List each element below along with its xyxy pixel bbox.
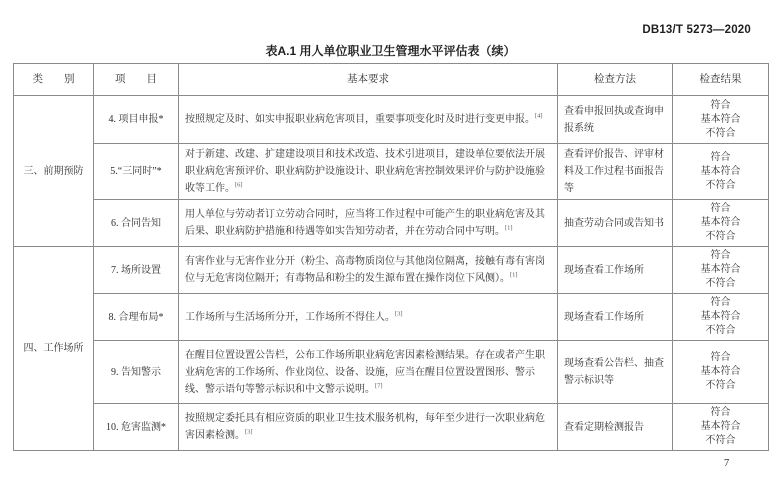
document-number: DB13/T 5273—2020 bbox=[642, 24, 751, 36]
table-row bbox=[14, 144, 769, 200]
table-header-row bbox=[14, 64, 769, 96]
result-option: 不符合 bbox=[705, 278, 736, 289]
result-option: 符合 bbox=[710, 99, 731, 111]
requirement-cell bbox=[179, 404, 558, 451]
table-title: 表A.1 用人单位职业卫生管理水平评估表（续） bbox=[265, 44, 516, 58]
result-option: 不符合 bbox=[705, 325, 736, 336]
table-row bbox=[14, 96, 769, 144]
header-requirement: 基本要求 bbox=[179, 64, 558, 96]
result-option: 符合 bbox=[710, 151, 731, 163]
item-cell: 10. 危害监测* bbox=[94, 404, 179, 451]
method-cell: 现场查看工作场所 bbox=[558, 294, 673, 341]
result-option: 不符合 bbox=[705, 435, 736, 446]
result-cell bbox=[673, 247, 769, 294]
requirement-text: 有害作业与无害作业分开（粉尘、高毒物质岗位与其他岗位隔离，接触有毒有害岗位与无危害岗位隔开；有毒物品和粉尘的发生源布置在操作岗位下风侧）。 bbox=[185, 256, 545, 284]
assessment-table bbox=[13, 63, 769, 451]
result-option: 符合 bbox=[710, 203, 731, 214]
result-option: 符合 bbox=[710, 297, 731, 308]
table-row bbox=[14, 200, 769, 247]
item-cell: 4. 项目申报* bbox=[94, 96, 179, 144]
table-row bbox=[14, 247, 769, 294]
result-option: 符合 bbox=[710, 352, 731, 363]
page-number: 7 bbox=[724, 458, 730, 469]
table-row bbox=[14, 404, 769, 451]
header-result: 检查结果 bbox=[673, 64, 769, 96]
method-cell: 现场查看工作场所 bbox=[558, 247, 673, 294]
result-option: 基本符合 bbox=[700, 366, 741, 377]
result-cell bbox=[673, 200, 769, 247]
header-category: 类 别 bbox=[14, 64, 94, 96]
result-cell bbox=[673, 96, 769, 144]
method-cell: 查看定期检测报告 bbox=[558, 404, 673, 451]
requirement-cell bbox=[179, 96, 558, 144]
footnote-ref: [7] bbox=[375, 382, 383, 390]
footnote-ref: [6] bbox=[235, 181, 243, 189]
result-option: 基本符合 bbox=[700, 165, 741, 177]
requirement-text: 按照规定及时、如实申报职业病危害项目，重要事项变化时及时进行变更申报。 bbox=[185, 114, 535, 125]
item-cell: 7. 场所设置 bbox=[94, 247, 179, 294]
method-cell: 查看申报回执或查询申报系统 bbox=[558, 96, 673, 144]
result-cell bbox=[673, 341, 769, 404]
requirement-text: 对于新建、改建、扩建建设项目和技术改造、技术引进项目，建设单位要依法开展职业病危害预评价、职业病防护设施设计、职业病危害控制效果评价与防护设施验收等工作。 bbox=[185, 149, 545, 194]
item-cell: 9. 告知警示 bbox=[94, 341, 179, 404]
requirement-cell bbox=[179, 341, 558, 404]
result-option: 基本符合 bbox=[700, 217, 741, 228]
result-option: 符合 bbox=[710, 407, 731, 418]
result-cell bbox=[673, 144, 769, 200]
footnote-ref: [1] bbox=[510, 271, 518, 279]
result-option: 符合 bbox=[710, 250, 731, 261]
item-cell: 8. 合理布局* bbox=[94, 294, 179, 341]
footnote-ref: [3] bbox=[245, 428, 253, 436]
category-cell: 三、前期预防 bbox=[14, 96, 94, 247]
requirement-cell bbox=[179, 144, 558, 200]
category-cell: 四、工作场所 bbox=[14, 247, 94, 451]
result-option: 不符合 bbox=[705, 380, 736, 391]
requirement-text: 按照规定委托具有相应资质的职业卫生技术服务机构，每年至少进行一次职业病危害因素检测。 bbox=[185, 413, 545, 441]
header-method: 检查方法 bbox=[558, 64, 673, 96]
item-cell: 5.“三同时”* bbox=[94, 144, 179, 200]
item-cell: 6. 合同告知 bbox=[94, 200, 179, 247]
result-option: 不符合 bbox=[705, 179, 736, 191]
method-cell: 查看评价报告、评审材料及工作过程书面报告等 bbox=[558, 144, 673, 200]
requirement-cell bbox=[179, 294, 558, 341]
table-row bbox=[14, 294, 769, 341]
requirement-cell bbox=[179, 200, 558, 247]
result-option: 基本符合 bbox=[700, 113, 741, 125]
method-cell: 抽查劳动合同或告知书 bbox=[558, 200, 673, 247]
result-option: 不符合 bbox=[705, 231, 736, 242]
requirement-cell bbox=[179, 247, 558, 294]
result-option: 基本符合 bbox=[700, 311, 741, 322]
result-cell bbox=[673, 404, 769, 451]
result-option: 基本符合 bbox=[700, 264, 741, 275]
header-item: 项 目 bbox=[94, 64, 179, 96]
requirement-text: 在醒目位置设置公告栏，公布工作场所职业病危害因素检测结果。存在或者产生职业病危害的工作场所、作业岗位、设备、设施，应当在醒目位置设置图形、警示线、警示语句等警示标识和中文警示说明。 bbox=[185, 349, 545, 395]
footnote-ref: [1] bbox=[505, 224, 513, 232]
result-option: 不符合 bbox=[705, 127, 736, 139]
result-option: 基本符合 bbox=[700, 421, 741, 432]
footnote-ref: [4] bbox=[535, 112, 543, 120]
result-cell bbox=[673, 294, 769, 341]
requirement-text: 用人单位与劳动者订立劳动合同时，应当将工作过程中可能产生的职业病危害及其后果、职业病防护措施和待遇等如实告知劳动者，并在劳动合同中写明。 bbox=[185, 209, 545, 237]
method-cell: 现场查看公告栏、抽查警示标识等 bbox=[558, 341, 673, 404]
table-row bbox=[14, 341, 769, 404]
requirement-text: 工作场所与生活场所分开，工作场所不得住人。 bbox=[185, 311, 395, 323]
footnote-ref: [3] bbox=[395, 310, 403, 318]
